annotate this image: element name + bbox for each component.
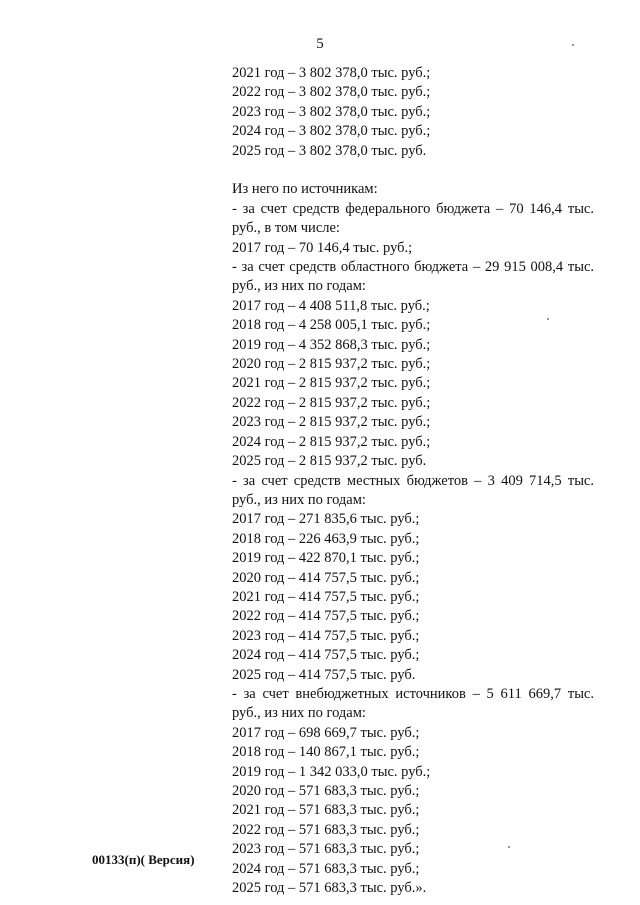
year-line: 2018 год – 226 463,9 тыс. руб.; [232, 530, 420, 547]
year-line: 2022 год – 3 802 378,0 тыс. руб.; [232, 84, 431, 101]
year-line: 2019 год – 1 342 033,0 тыс. руб.; [232, 763, 431, 780]
year-line: 2025 год – 3 802 378,0 тыс. руб. [232, 142, 427, 159]
regional-intro: - за счет средств областного бюджета – 29 915 008,4 тыс. руб., из них по годам: [232, 259, 594, 295]
footer-document-code: 00133(п)( Версия) [92, 852, 195, 867]
scan-speck [547, 318, 549, 320]
year-line: 2020 год – 2 815 937,2 тыс. руб.; [232, 356, 431, 373]
year-line: 2021 год – 3 802 378,0 тыс. руб.; [232, 65, 431, 81]
year-line: 2022 год – 571 683,3 тыс. руб.; [232, 821, 420, 838]
year-line: 2019 год – 4 352 868,3 тыс. руб.; [232, 336, 431, 353]
year-line: 2018 год – 140 867,1 тыс. руб.; [232, 744, 420, 761]
extrabudgetary-section [232, 685, 594, 898]
sources-heading: Из него по источникам: [232, 181, 378, 198]
year-line: 2017 год – 271 835,6 тыс. руб.; [232, 511, 420, 528]
scan-speck [572, 44, 574, 46]
year-line: 2023 год – 571 683,3 тыс. руб.; [232, 841, 420, 858]
scan-speck [508, 846, 510, 848]
year-line: 2021 год – 571 683,3 тыс. руб.; [232, 802, 420, 819]
year-line: 2023 год – 414 757,5 тыс. руб.; [232, 627, 420, 644]
year-line: 2022 год – 2 815 937,2 тыс. руб.; [232, 394, 431, 411]
year-line: 2023 год – 3 802 378,0 тыс. руб.; [232, 103, 431, 120]
year-line: 2024 год – 3 802 378,0 тыс. руб.; [232, 123, 431, 140]
local-section [232, 472, 594, 685]
year-line: 2023 год – 2 815 937,2 тыс. руб.; [232, 414, 431, 431]
document-body [232, 64, 594, 898]
year-line: 2019 год – 422 870,1 тыс. руб.; [232, 550, 420, 567]
page-number: 5 [316, 36, 324, 52]
extrabudgetary-intro: - за счет внебюджетных источников – 5 611 669,7 тыс. руб., из них по годам: [232, 685, 594, 722]
year-line: 2021 год – 414 757,5 тыс. руб.; [232, 588, 420, 605]
year-line: 2024 год – 414 757,5 тыс. руб.; [232, 647, 420, 664]
year-line: 2017 год – 70 146,4 тыс. руб.; [232, 239, 413, 256]
federal-section [232, 200, 594, 258]
year-line: 2020 год – 571 683,3 тыс. руб.; [232, 783, 420, 800]
year-line: 2024 год – 2 815 937,2 тыс. руб.; [232, 433, 431, 450]
federal-intro: - за счет средств федерального бюджета – 70 146,4 тыс. руб., в том числе: [232, 200, 594, 237]
year-line: 2021 год – 2 815 937,2 тыс. руб.; [232, 375, 431, 392]
year-line: 2017 год – 4 408 511,8 тыс. руб.; [232, 297, 430, 314]
year-line: 2025 год – 414 757,5 тыс. руб. [232, 666, 416, 683]
lines-top [232, 64, 594, 161]
year-line: 2018 год – 4 258 005,1 тыс. руб.; [232, 317, 431, 334]
regional-section [232, 258, 594, 471]
year-line: 2017 год – 698 669,7 тыс. руб.; [232, 724, 420, 741]
year-line: 2024 год – 571 683,3 тыс. руб.; [232, 860, 420, 877]
year-line: 2022 год – 414 757,5 тыс. руб.; [232, 608, 420, 625]
year-line: 2020 год – 414 757,5 тыс. руб.; [232, 569, 420, 586]
spacer [232, 161, 594, 180]
local-intro: - за счет средств местных бюджетов – 3 409 714,5 тыс. руб., из них по годам: [232, 472, 594, 508]
year-line: 2025 год – 2 815 937,2 тыс. руб. [232, 453, 427, 470]
year-line: 2025 год – 571 683,3 тыс. руб.». [232, 880, 427, 897]
